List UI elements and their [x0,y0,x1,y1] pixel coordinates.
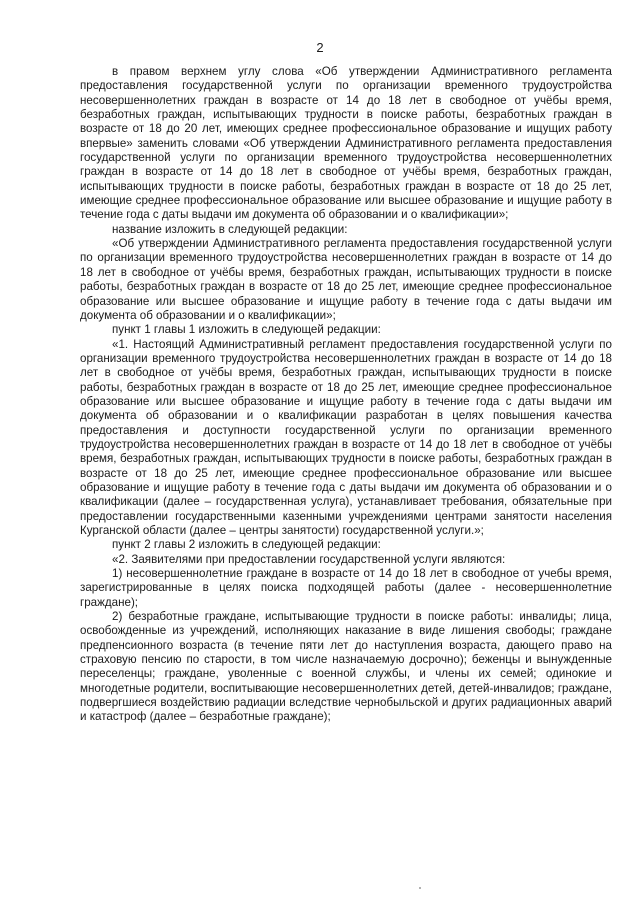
paragraph-point1-instruction: пункт 1 главы 1 изложить в следующей редакции: [112,323,381,337]
document-body [80,65,612,725]
paragraph-applicants-heading: «2. Заявителями при предоставлении государственной услуги являются: [112,552,506,566]
page-number: 2 [316,40,324,55]
paragraph-point1-text: «1. Настоящий Административный регламент предоставления государственной услуги по организации временного трудоустройства несовершеннолетних граждан в возрасте от 14 до 18 лет в свободное от учёбы время, безработных граждан, испытывающих трудности в поиске работы, безработных граждан в возрасте от 18 до 25 лет, имеющие среднее профессиональное образование или высшее образование и ищущие работу в течение года с даты выдачи им документа об образовании и о квалификации разработан в целях повышения качества предоставления и доступности государственной услуги по организации временного трудоустройства несовершеннолетних граждан в возрасте от 14 до 18 лет в свободное от учёбы время, безработных граждан, испытывающих трудности в поиске работы, безработных граждан в возрасте от 18 до 25 лет, имеющие среднее профессиональное образование или высшее образование и ищущие работу в течение года с даты выдачи им документа об образовании и о квалификации (далее – государственная услуга), устанавливает требования, обязательные при предоставлении государственными казенными учреждениями центрами занятости населения Курганской области (далее – центры занятости) государственной услуги.»; [80,337,612,537]
paragraph-title-instruction: название изложить в следующей редакции: [112,222,348,236]
paragraph-point2-instruction: пункт 2 главы 2 изложить в следующей редакции: [112,538,381,552]
paragraph-applicants-item-1: 1) несовершеннолетние граждане в возрасте от 14 до 18 лет в свободное от учебы время, зарегистрированные в целях поиска подходящей работы (далее - несовершеннолетние граждане); [80,567,612,609]
paragraph-title-replacement: в правом верхнем углу слова «Об утверждении Административного регламента предоставления государственной услуги по организации временного трудоустройства несовершеннолетних граждан в возрасте от 14 до 18 лет в свободное от учёбы время, безработных граждан, испытывающих трудности в поиске работы, безработных граждан в возрасте от 18 до 20 лет, имеющих среднее профессиональное образование и ищущих работу впервые» заменить словами «Об утверждении Административного регламента предоставления государственной услуги по организации временного трудоустройства несовершеннолетних граждан в возрасте от 14 до 18 лет в свободное от учёбы время, безработных граждан, испытывающих трудности в поиске работы, безработных граждан в возрасте от 18 до 25 лет, имеющие среднее профессиональное образование или высшее образование и ищущие работу в течение года с даты выдачи им документа об образовании и о квалификации»; [80,65,612,222]
scan-speck [419,887,421,889]
paragraph-new-title: «Об утверждении Административного регламента предоставления государственной услуги по организации временного трудоустройства несовершеннолетних граждан в возрасте от 14 до 18 лет в свободное от учёбы время, безработных граждан, испытывающих трудности в поиске работы, безработных граждан в возрасте от 18 до 25 лет, имеющие среднее профессиональное образование или высшее образование и ищущие работу в течение года с даты выдачи им документа об образовании и о квалификации»; [80,237,612,322]
paragraph-applicants-item-2: 2) безработные граждане, испытывающие трудности в поиске работы: инвалиды; лица, освобожденные из учреждений, исполняющих наказание в виде лишения свободы; граждане предпенсионного возраста (в течение пяти лет до наступления возраста, дающего право на страховую пенсию по старости, в том числе назначаемую досрочно); беженцы и вынужденные переселенцы; граждане, уволенные с военной службы, и члены их семей; одинокие и многодетные родители, воспитывающие несовершеннолетних детей, детей-инвалидов; граждане, подвергшиеся воздействию радиации вследствие чернобыльской и других радиационных аварий и катастроф (далее – безработные граждане); [80,610,612,724]
